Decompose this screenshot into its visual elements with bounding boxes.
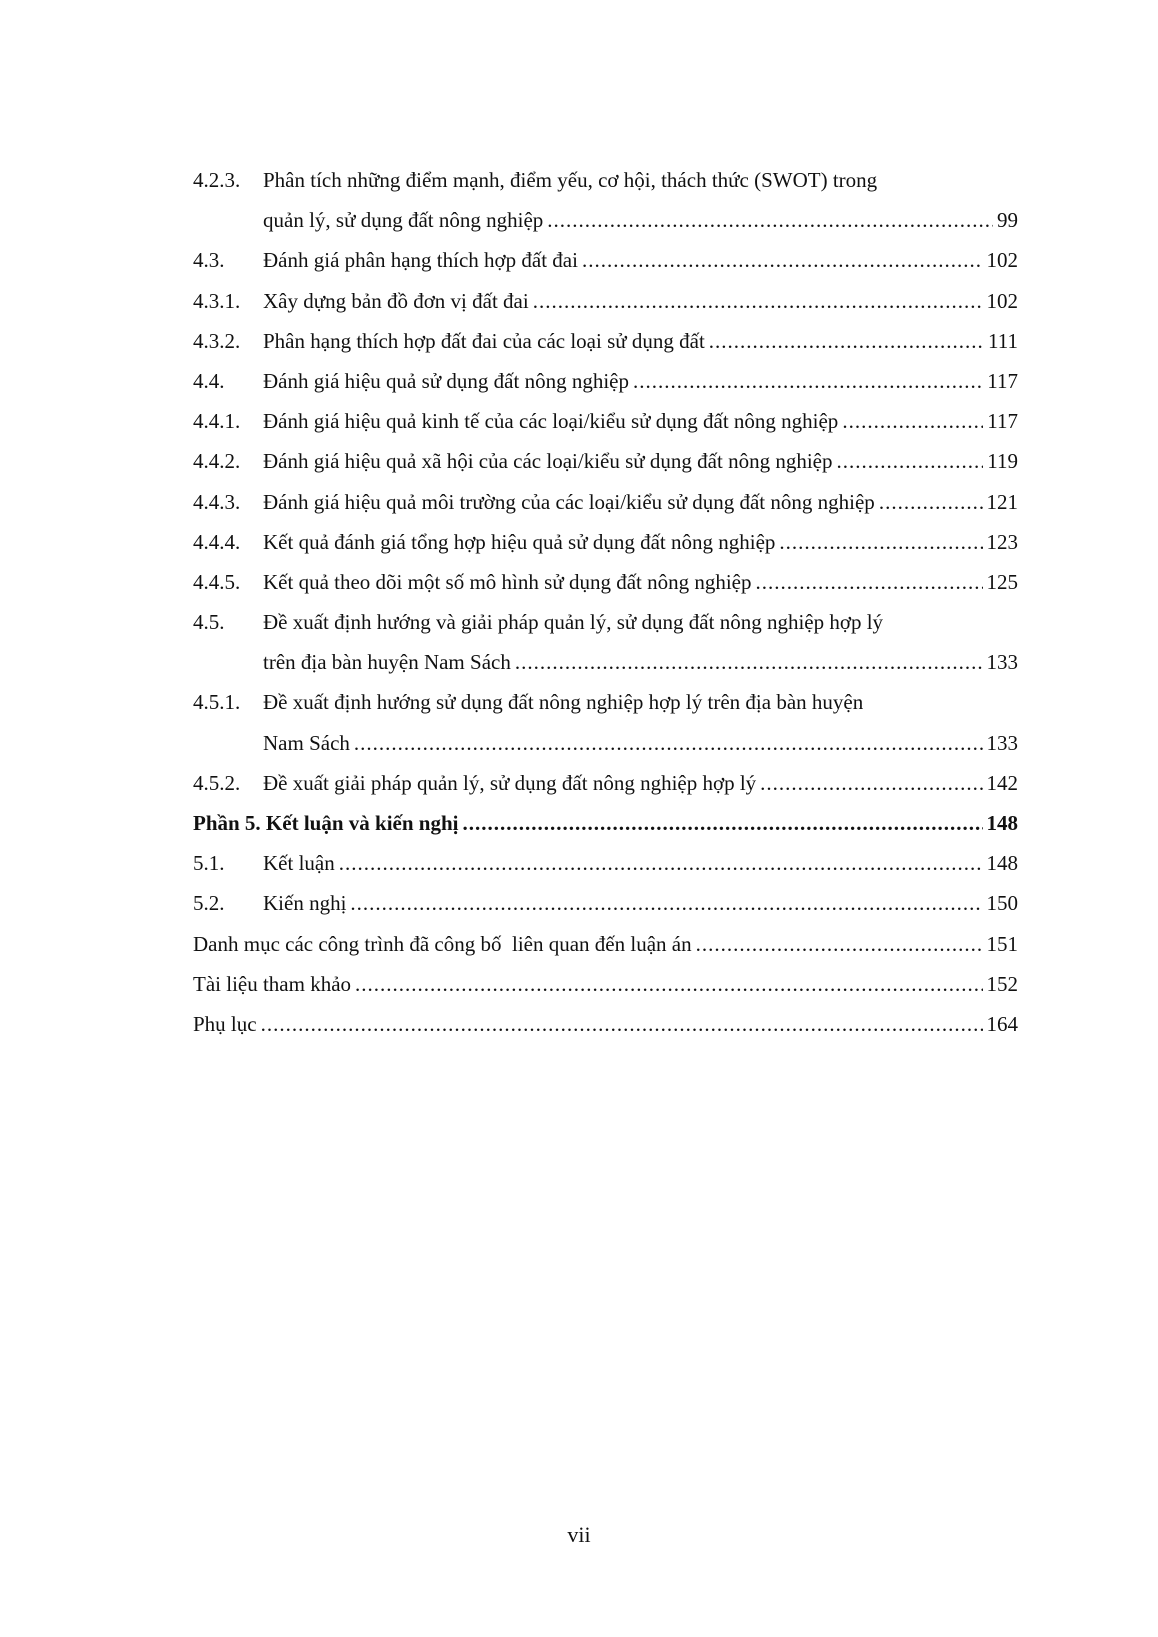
toc-entry-number: 4.4.4. xyxy=(193,529,241,554)
toc-entry-page: 119 xyxy=(987,449,1018,474)
toc-entry-title: Đề xuất định hướng sử dụng đất nông nghiệp hợp lý trên địa bàn huyện xyxy=(263,690,864,715)
toc-entry-page: 102 xyxy=(986,248,1018,273)
toc-entry-number: 4.4.5. xyxy=(193,569,241,594)
toc-entry-number: 5.2. xyxy=(193,891,225,916)
toc-entry-page: 142 xyxy=(986,770,1018,795)
toc-entry-title: Đánh giá hiệu quả sử dụng đất nông nghiệp xyxy=(263,368,629,393)
toc-entry[interactable] xyxy=(193,240,1018,280)
dot-leader xyxy=(355,964,982,1004)
toc-entry-title-continued: trên địa bàn huyện Nam Sách xyxy=(263,650,511,675)
dot-leader xyxy=(582,240,983,280)
dot-leader xyxy=(633,361,983,401)
toc-entry-number: 4.3.1. xyxy=(193,288,241,313)
toc-entry-title: Đề xuất giải pháp quản lý, sử dụng đất nông nghiệp hợp lý xyxy=(263,770,757,795)
dot-leader xyxy=(261,1004,983,1044)
toc-chapter-title: Phần 5. Kết luận và kiến nghị xyxy=(193,811,459,835)
toc-entry[interactable] xyxy=(193,321,1018,361)
toc-entry-title: Kiến nghị xyxy=(263,891,347,916)
toc-entry-page: 111 xyxy=(988,328,1018,353)
dot-leader xyxy=(879,482,983,522)
toc-entry-heading xyxy=(193,602,1018,642)
toc-entry-title: Đánh giá hiệu quả kinh tế của các loại/kiểu sử dụng đất nông nghiệp xyxy=(263,409,839,434)
toc-entry[interactable] xyxy=(193,482,1018,522)
toc-entry[interactable] xyxy=(193,883,1018,923)
toc-entry-number: 4.5.1. xyxy=(193,690,241,715)
toc-entry-title: Phụ lục xyxy=(193,1011,257,1036)
toc-entry-title-continued: Nam Sách xyxy=(263,730,350,755)
toc-entry-title-continued: quản lý, sử dụng đất nông nghiệp xyxy=(263,208,544,233)
toc-entry[interactable] xyxy=(193,562,1018,602)
toc-entry-number: 4.4.2. xyxy=(193,449,241,474)
toc-entry-title: Kết quả đánh giá tổng hợp hiệu quả sử dụng đất nông nghiệp xyxy=(263,529,776,554)
dot-leader xyxy=(462,803,982,843)
toc-entry[interactable] xyxy=(193,763,1018,803)
toc-entry-number: 5.1. xyxy=(193,851,225,876)
dot-leader xyxy=(779,522,982,562)
toc-entry-title: Phân tích những điểm mạnh, điểm yếu, cơ hội, thách thức (SWOT) trong xyxy=(263,168,878,192)
toc-entry-page: 152 xyxy=(986,971,1018,996)
toc-entry-number: 4.4.1. xyxy=(193,409,241,434)
toc-entry-number: 4.2.3. xyxy=(193,168,241,192)
toc-entry-page: 150 xyxy=(986,891,1018,916)
toc-entry-page: 123 xyxy=(986,529,1018,554)
dot-leader xyxy=(836,441,983,481)
toc-entry[interactable] xyxy=(193,522,1018,562)
toc-entry-page: 117 xyxy=(987,368,1018,393)
toc-entry-number: 4.3. xyxy=(193,248,225,273)
toc-entry-title: Xây dựng bản đồ đơn vị đất đai xyxy=(263,288,529,313)
toc-entry[interactable] xyxy=(193,200,1018,240)
toc-entry[interactable] xyxy=(193,401,1018,441)
toc-entry[interactable] xyxy=(193,441,1018,481)
toc-entry-page: 99 xyxy=(997,208,1018,233)
toc-entry[interactable] xyxy=(193,924,1018,964)
toc-entry-page: 102 xyxy=(986,288,1018,313)
dot-leader xyxy=(760,763,982,803)
toc-entry-number: 4.5.2. xyxy=(193,770,241,795)
dot-leader xyxy=(354,723,983,763)
toc-entry-page: 151 xyxy=(986,931,1018,956)
toc-entry-number: 4.3.2. xyxy=(193,328,241,353)
dot-leader xyxy=(350,883,982,923)
toc-entry-page: 148 xyxy=(986,811,1018,835)
toc-entry[interactable] xyxy=(193,1004,1018,1044)
toc-entry-title: Tài liệu tham khảo xyxy=(193,971,352,996)
toc-entry-title: Kết quả theo dõi một số mô hình sử dụng đất nông nghiệp xyxy=(263,569,752,594)
table-of-contents xyxy=(193,160,1018,1044)
toc-entry-heading xyxy=(193,682,1018,722)
toc-entry-page: 117 xyxy=(987,409,1018,434)
dot-leader xyxy=(709,321,984,361)
toc-entry[interactable] xyxy=(193,964,1018,1004)
page-number: vii xyxy=(567,1522,591,1547)
dot-leader xyxy=(339,843,983,883)
toc-entry-page: 133 xyxy=(986,730,1018,755)
toc-entry-title: Danh mục các công trình đã công bố liên quan đến luận án xyxy=(193,931,692,956)
toc-entry-title: Phân hạng thích hợp đất đai của các loại sử dụng đất xyxy=(263,328,705,353)
toc-entry[interactable] xyxy=(193,723,1018,763)
toc-entry-page: 121 xyxy=(986,489,1018,514)
dot-leader xyxy=(547,200,993,240)
toc-entry-title: Kết luận xyxy=(263,851,335,876)
toc-entry-page: 125 xyxy=(986,569,1018,594)
toc-entry-title: Đánh giá hiệu quả môi trường của các loại/kiểu sử dụng đất nông nghiệp xyxy=(263,489,875,514)
toc-entry-number: 4.5. xyxy=(193,610,225,635)
toc-entry-heading xyxy=(193,160,1018,200)
toc-entry-number: 4.4.3. xyxy=(193,489,241,514)
toc-entry[interactable] xyxy=(193,843,1018,883)
toc-entry-page: 133 xyxy=(986,650,1018,675)
toc-entry-title: Đánh giá phân hạng thích hợp đất đai xyxy=(263,248,578,273)
dot-leader xyxy=(696,924,983,964)
toc-chapter-entry[interactable] xyxy=(193,803,1018,843)
toc-entry[interactable] xyxy=(193,281,1018,321)
dot-leader xyxy=(842,401,983,441)
dot-leader xyxy=(533,281,983,321)
toc-entry[interactable] xyxy=(193,642,1018,682)
toc-entry-page: 164 xyxy=(986,1011,1018,1036)
toc-entry-title: Đề xuất định hướng và giải pháp quản lý, sử dụng đất nông nghiệp hợp lý xyxy=(263,610,884,635)
toc-entry-number: 4.4. xyxy=(193,368,225,393)
toc-entry[interactable] xyxy=(193,361,1018,401)
dot-leader xyxy=(515,642,983,682)
toc-entry-page: 148 xyxy=(986,851,1018,876)
toc-entry-title: Đánh giá hiệu quả xã hội của các loại/kiểu sử dụng đất nông nghiệp xyxy=(263,449,833,474)
dot-leader xyxy=(756,562,983,602)
